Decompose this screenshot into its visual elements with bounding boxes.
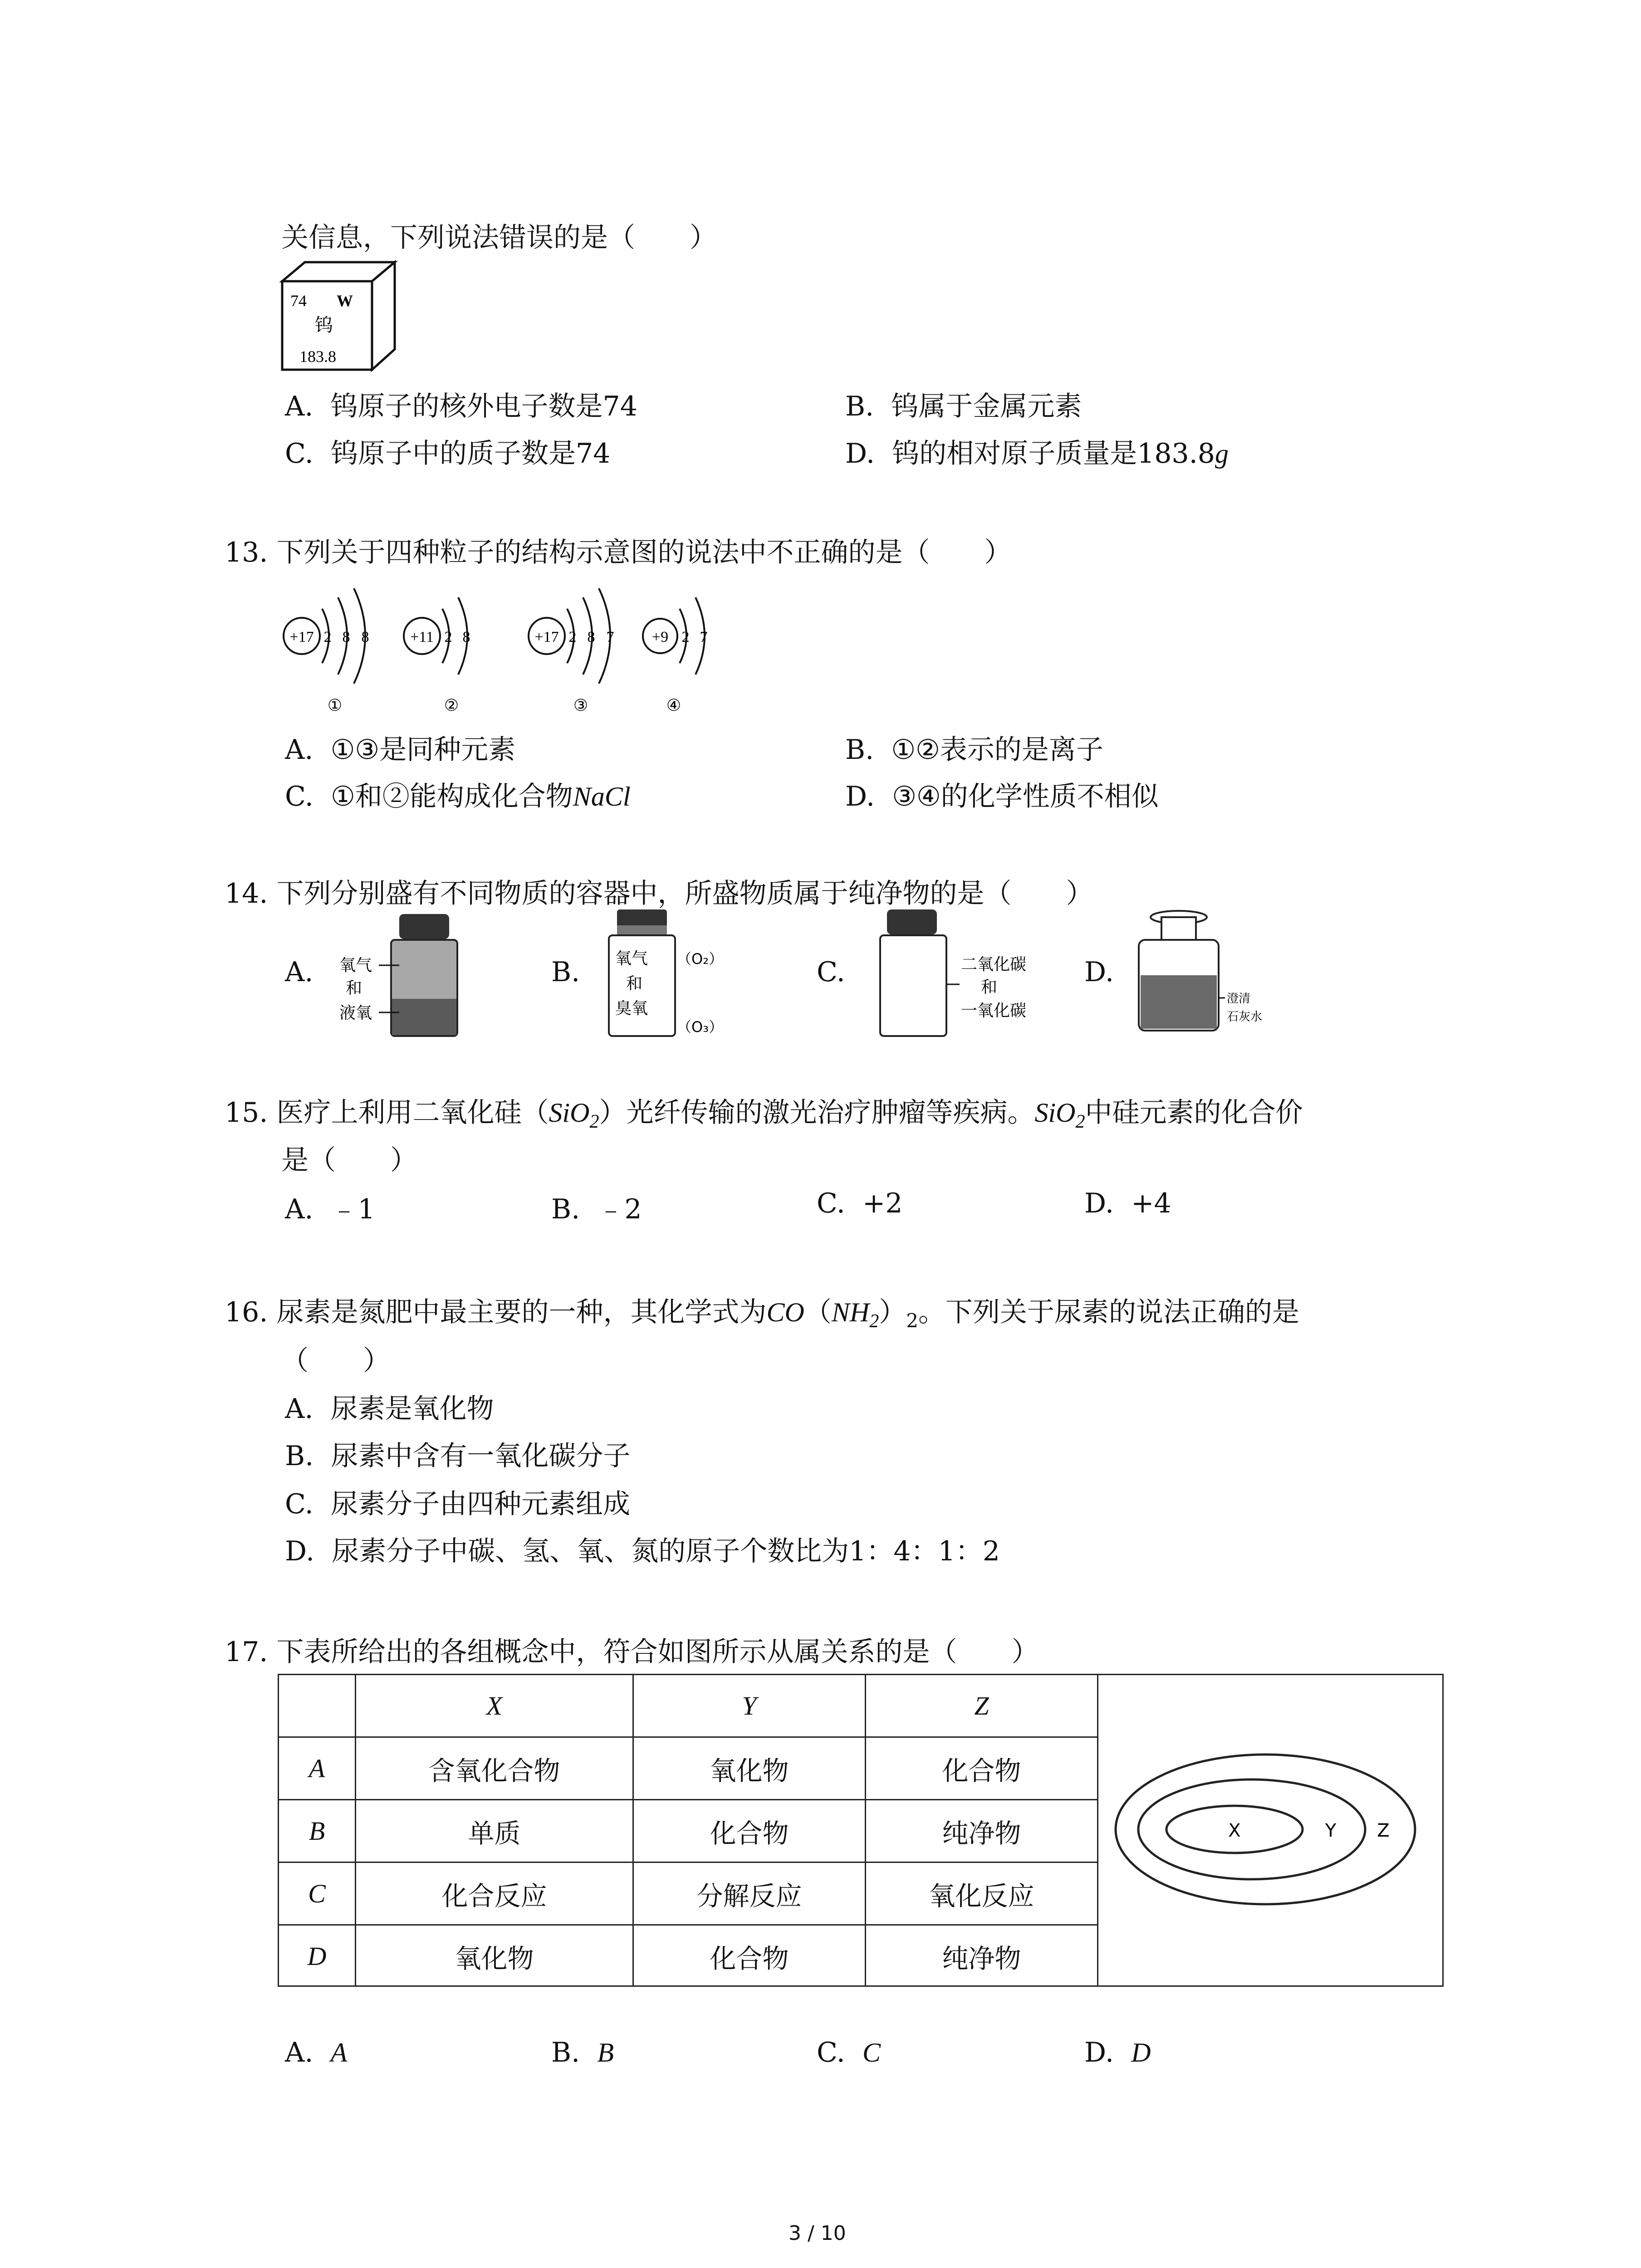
svg-text:7: 7 xyxy=(606,629,614,645)
svg-text:一氧化碳: 一氧化碳 xyxy=(961,1002,1027,1020)
bottle-d xyxy=(1130,907,1275,1043)
diagram-label-z: Z xyxy=(1377,1820,1390,1841)
q15-option-b[interactable]: B. ﹣2 xyxy=(551,1193,642,1225)
q13-option-d[interactable]: D. ③④的化学性质不相似 xyxy=(845,781,1159,812)
table-cell: 化合物 xyxy=(866,1738,1098,1800)
table-cell: 化合物 xyxy=(634,1800,866,1863)
q17-option-c[interactable]: C. C xyxy=(817,2037,881,2068)
table-cell: 纯净物 xyxy=(866,1926,1098,1987)
page-number: 3 / 10 xyxy=(789,2222,846,2245)
svg-text:2: 2 xyxy=(444,629,452,645)
bottle-a xyxy=(331,912,495,1041)
table-cell: 氧化物 xyxy=(356,1926,634,1987)
particle-1-mark: ① xyxy=(327,696,343,714)
table-header-z: Z xyxy=(866,1675,1098,1738)
svg-text:+17: +17 xyxy=(534,629,559,645)
table-cell: 氧化物 xyxy=(634,1738,866,1800)
q14-option-a[interactable]: A. xyxy=(285,956,314,988)
svg-text:8: 8 xyxy=(361,629,369,645)
q12-option-c[interactable]: C. 钨原子中的质子数是74 xyxy=(285,438,611,469)
nested-set-diagram xyxy=(1098,1675,1442,1985)
svg-text:+17: +17 xyxy=(289,629,314,645)
cell-mass: 183.8 xyxy=(299,347,336,366)
q14-option-d[interactable]: D. xyxy=(1084,956,1114,988)
svg-text:2: 2 xyxy=(568,629,577,645)
cell-symbol: W xyxy=(337,292,353,310)
table-cell: 纯净物 xyxy=(866,1800,1098,1863)
q16-option-a[interactable]: A. 尿素是氧化物 xyxy=(285,1393,494,1425)
q16-option-d[interactable]: D. 尿素分子中碳、氢、氧、氮的原子个数比为1：4：1：2 xyxy=(285,1535,1000,1567)
q13-option-a[interactable]: A. ①③是同种元素 xyxy=(285,734,516,766)
table-cell: 单质 xyxy=(356,1800,634,1863)
q15-stem: 15. 医疗上利用二氧化硅（SiO$_2$）光纤传输的激光治疗肿瘤等疾病。SiO$_2$中硅元素的化合价 xyxy=(225,1097,1303,1132)
svg-text:臭氧: 臭氧 xyxy=(615,999,648,1018)
q16-stem-line2: （ ） xyxy=(281,1345,390,1377)
q14-stem: 14. 下列分别盛有不同物质的容器中，所盛物质属于纯净物的是（ ） xyxy=(225,878,1093,909)
q13-option-b[interactable]: B. ①②表示的是离子 xyxy=(845,734,1103,766)
svg-text:氧气: 氧气 xyxy=(615,949,648,968)
particle-4 xyxy=(643,597,708,714)
table-header-y: Y xyxy=(634,1675,866,1738)
q17-option-a[interactable]: A. A xyxy=(285,2037,348,2068)
q12-option-d[interactable]: D. 钨的相对原子质量是183.8g xyxy=(845,438,1229,469)
diagram-label-y: Y xyxy=(1325,1820,1337,1841)
svg-text:2: 2 xyxy=(323,629,332,645)
q12-option-a[interactable]: A. 钨原子的核外电子数是74 xyxy=(285,391,637,422)
q12-option-b[interactable]: B. 钨属于金属元素 xyxy=(845,391,1082,422)
particle-2-mark: ② xyxy=(444,696,459,714)
svg-text:+9: +9 xyxy=(652,629,669,645)
q17-stem: 17. 下表所给出的各组概念中，符合如图所示从属关系的是（ ） xyxy=(225,1636,1039,1668)
table-cell: 化合反应 xyxy=(356,1863,634,1926)
q17-option-b[interactable]: B. B xyxy=(551,2037,614,2068)
svg-text:+11: +11 xyxy=(410,629,434,645)
svg-text:8: 8 xyxy=(342,629,350,645)
svg-text:（O₂）: （O₂） xyxy=(677,950,724,968)
q12-stem-tail: 关信息，下列说法错误的是（ ） xyxy=(281,222,717,254)
svg-text:二氧化碳: 二氧化碳 xyxy=(961,955,1027,974)
svg-text:8: 8 xyxy=(587,629,595,645)
table-row-label: A xyxy=(279,1738,356,1800)
q13-option-c[interactable]: C. ①和②能构成化合物NaCl xyxy=(285,781,631,812)
table-cell: 分解反应 xyxy=(634,1863,866,1926)
svg-text:石灰水: 石灰水 xyxy=(1227,1010,1263,1024)
table-row-label: B xyxy=(279,1800,356,1863)
svg-text:澄清: 澄清 xyxy=(1227,992,1251,1006)
table-header-x: X xyxy=(356,1675,634,1738)
q17-option-d[interactable]: D. D xyxy=(1084,2037,1151,2068)
q15-option-c[interactable]: C. +2 xyxy=(817,1188,903,1219)
q14-option-c[interactable]: C. xyxy=(817,956,845,988)
particle-structure-diagrams xyxy=(272,572,753,722)
particle-4-mark: ④ xyxy=(666,696,681,714)
concept-table xyxy=(278,1674,1444,1987)
svg-text:7: 7 xyxy=(700,629,708,645)
q16-stem: 16. 尿素是氮肥中最主要的一种，其化学式为$CO(NH_2)_2$。下列关于尿素的说法正确的是 xyxy=(225,1296,1299,1332)
particle-3 xyxy=(529,588,614,714)
table-header-cell xyxy=(279,1675,356,1738)
q14-option-b[interactable]: B. xyxy=(551,956,580,988)
table-cell: 氧化反应 xyxy=(866,1863,1098,1926)
svg-text:和: 和 xyxy=(346,979,362,997)
q15-option-a[interactable]: A. ﹣1 xyxy=(285,1193,375,1225)
bottle-b xyxy=(599,907,735,1041)
table-row-label: C xyxy=(279,1863,356,1926)
table-cell: 化合物 xyxy=(634,1926,866,1987)
bottle-c xyxy=(862,907,1043,1041)
particle-2 xyxy=(404,597,470,714)
cell-number: 74 xyxy=(290,292,307,310)
particle-1 xyxy=(284,588,369,714)
svg-text:2: 2 xyxy=(681,629,690,645)
q13-stem: 13. 下列关于四种粒子的结构示意图的说法中不正确的是（ ） xyxy=(225,537,1012,568)
svg-text:液氧: 液氧 xyxy=(339,1004,372,1022)
table-row-label: D xyxy=(279,1926,356,1987)
element-cell-figure xyxy=(278,259,400,376)
svg-text:8: 8 xyxy=(462,629,470,645)
cell-name: 钨 xyxy=(315,315,333,336)
svg-text:（O₃）: （O₃） xyxy=(677,1018,724,1036)
q16-option-b[interactable]: B. 尿素中含有一氧化碳分子 xyxy=(285,1440,631,1472)
q16-option-c[interactable]: C. 尿素分子由四种元素组成 xyxy=(285,1488,630,1520)
particle-3-mark: ③ xyxy=(573,696,588,714)
q15-option-d[interactable]: D. +4 xyxy=(1084,1188,1171,1219)
diagram-label-x: X xyxy=(1228,1820,1241,1841)
svg-text:和: 和 xyxy=(626,974,643,993)
svg-text:和: 和 xyxy=(981,978,998,997)
q15-stem-line2: 是（ ） xyxy=(281,1144,417,1176)
table-cell: 含氧化合物 xyxy=(356,1738,634,1800)
svg-text:氧气: 氧气 xyxy=(339,956,372,975)
